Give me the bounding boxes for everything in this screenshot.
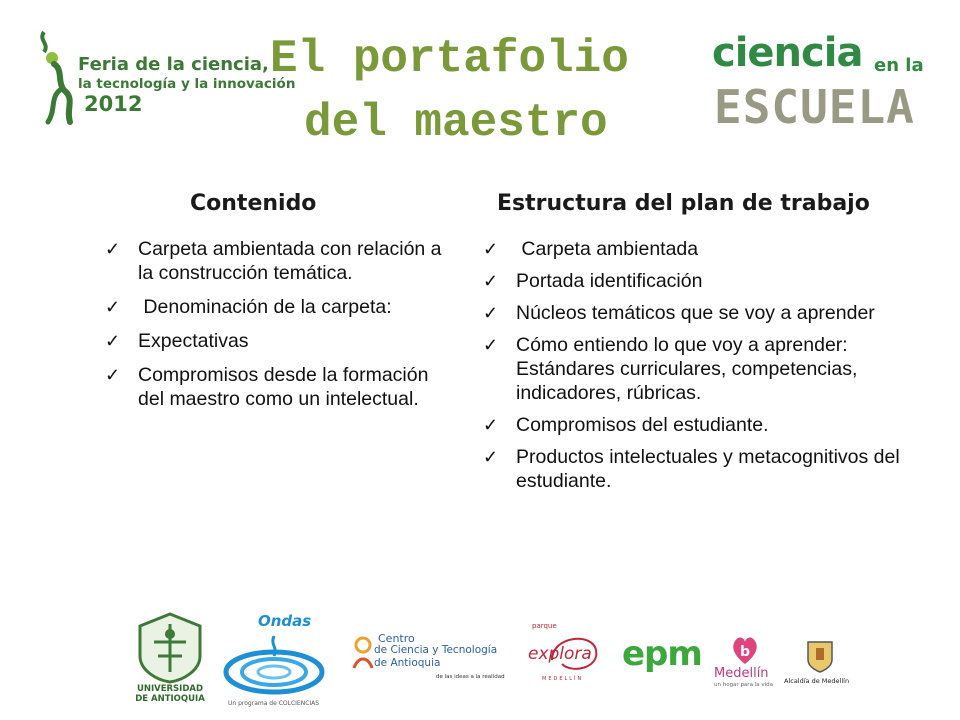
check-icon: ✓ [105, 297, 121, 317]
ciencia-logo-escuela: ESCUELA [714, 80, 915, 134]
medellin-heart-icon [730, 634, 760, 666]
udea-line-2: DE ANTIOQUIA [135, 694, 205, 704]
explora-bottom: MEDELLÍN [542, 676, 584, 682]
check-icon: ✓ [483, 239, 499, 259]
list-item: ✓ Productos intelectuales y metacognitivos del estudiante. [483, 446, 900, 492]
svg-text:b: b [740, 644, 751, 660]
list-item: ✓ Expectativas [105, 330, 249, 352]
list-item: ✓ Compromisos desde la formación del maestro como un intelectual. [105, 364, 429, 410]
list-item: ✓ Núcleos temáticos que se voy a aprender [483, 302, 875, 324]
ciencia-logo-word: ciencia [712, 30, 863, 76]
explora-top: parque [532, 622, 557, 630]
udea-seal-icon [130, 612, 210, 684]
ondas-caption: Un programa de COLCIENCIAS [228, 700, 320, 707]
explora-name: explora [528, 644, 592, 664]
ciencia-logo-enla: en la [874, 55, 924, 76]
list-item: ✓ Cómo entiendo lo que voy a aprender: Estándares curriculares, competencias, indicadores, rúbricas. [483, 334, 858, 404]
column-heading-contenido: Contenido [190, 191, 317, 216]
centro-line-2: de Ciencia y Tecnología [374, 644, 498, 656]
epm-name: epm [622, 634, 702, 674]
check-icon: ✓ [483, 415, 499, 435]
centro-tagline: de las ideas a la realidad [436, 674, 505, 680]
list-item: ✓ Carpeta ambientada con relación a la construcción temática. [105, 238, 442, 284]
list-item: ✓ Denominación de la carpeta: [105, 296, 392, 318]
ondas-logo [222, 610, 326, 710]
parque-explora-logo [522, 622, 612, 686]
slide-title-line-1: El portafolio [270, 33, 629, 85]
centro-line-3: de Antioquia [374, 657, 441, 669]
check-icon: ✓ [483, 447, 499, 467]
medellin-name: Medellín [714, 666, 769, 681]
column-heading-estructura: Estructura del plan de trabajo [497, 191, 870, 216]
check-icon: ✓ [105, 239, 121, 259]
ondas-ripple-icon [222, 632, 326, 698]
list-item: ✓ Portada identificación [483, 270, 703, 292]
estructura-list [483, 237, 913, 501]
feria-logo-line-2: la tecnología y la innovación [78, 76, 296, 92]
medellin-tagline: un hogar para la vida [714, 682, 773, 688]
udea-line-1: UNIVERSIDAD [136, 684, 204, 694]
centro-figure-icon [350, 636, 376, 670]
check-icon: ✓ [105, 331, 121, 351]
slide-title-line-2: del maestro [304, 97, 608, 149]
medellin-logo [714, 634, 780, 694]
check-icon: ✓ [483, 335, 499, 355]
contenido-list [105, 237, 450, 421]
alcaldia-name: Alcaldía de Medellín [784, 677, 850, 685]
check-icon: ✓ [483, 271, 499, 291]
udea-logo [130, 612, 210, 712]
centro-ciencia-logo [350, 632, 512, 688]
feria-logo-line-1: Feria de la ciencia, [78, 54, 269, 75]
list-item: ✓ Carpeta ambientada [483, 238, 699, 260]
feria-logo-year: 2012 [84, 92, 143, 116]
alcaldia-shield-icon [806, 640, 834, 674]
check-icon: ✓ [483, 303, 499, 323]
epm-logo [622, 634, 702, 678]
alcaldia-logo [784, 640, 852, 690]
ondas-name: Ondas [258, 612, 312, 630]
check-icon: ✓ [105, 365, 121, 385]
list-item: ✓ Compromisos del estudiante. [483, 414, 769, 436]
centro-line-1: Centro [378, 632, 415, 645]
